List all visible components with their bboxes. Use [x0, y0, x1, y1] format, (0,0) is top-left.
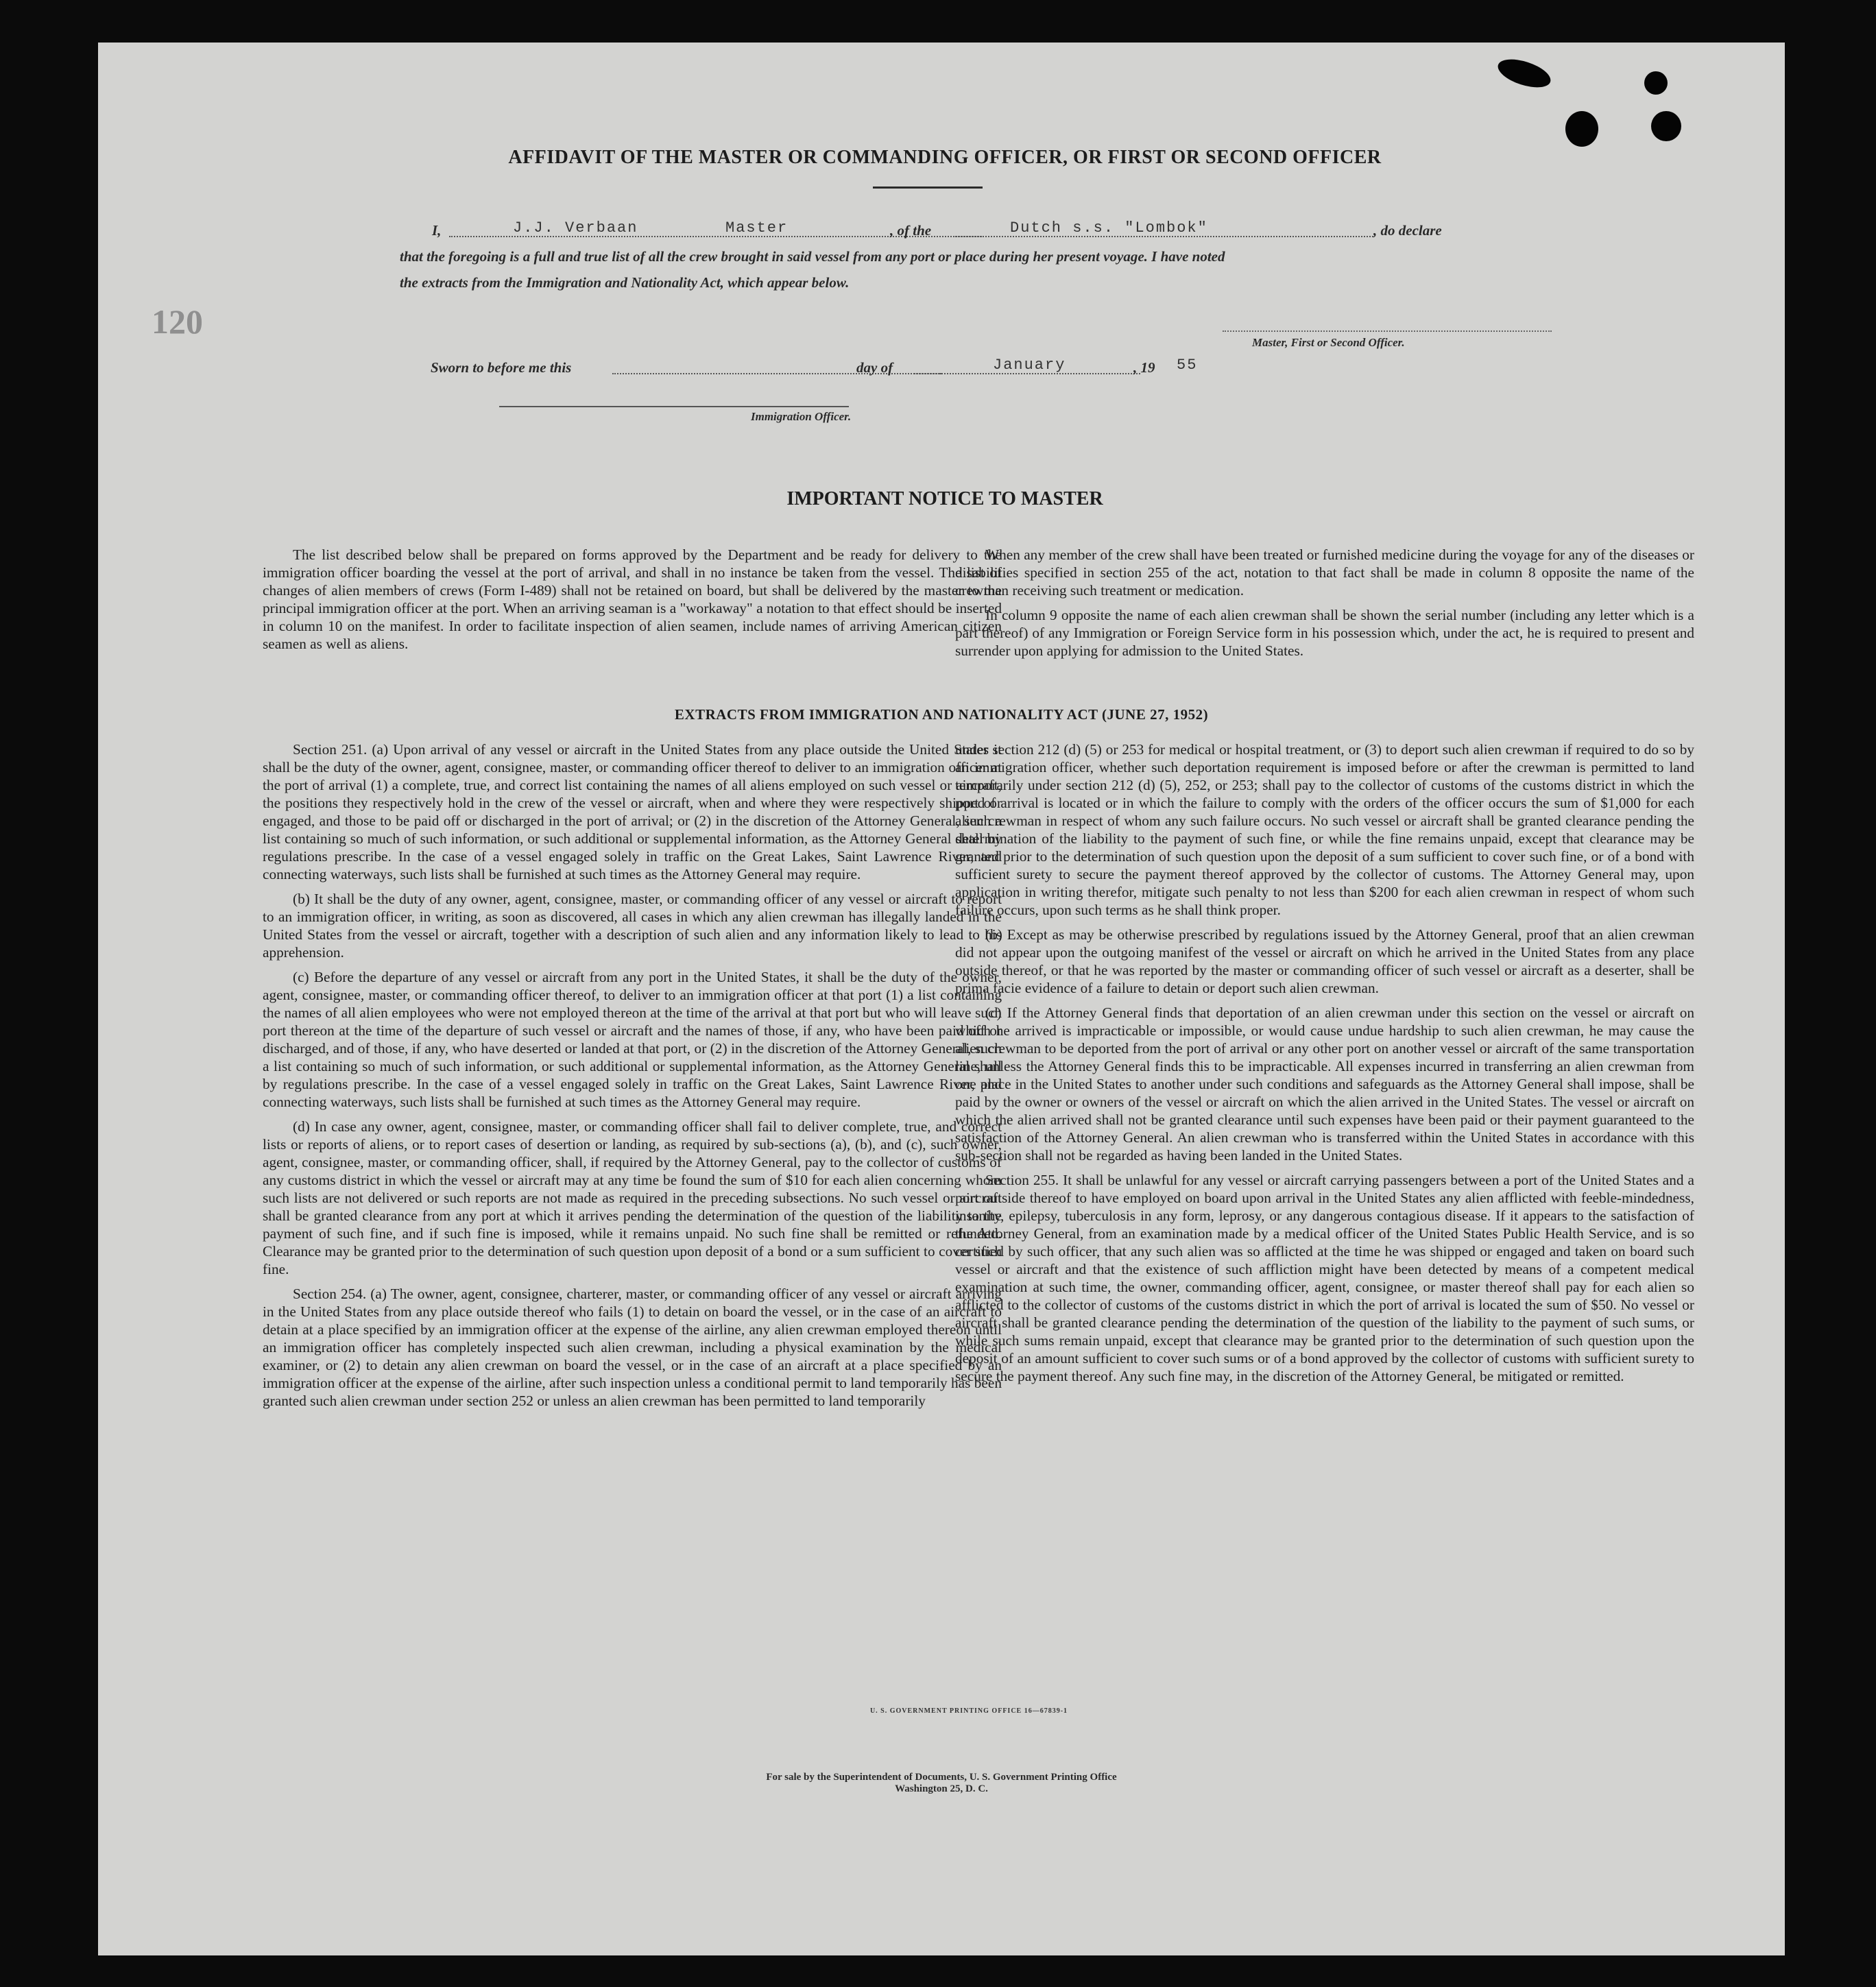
section-251-b: (b) It shall be the duty of any owner, agent, consignee, master, or commanding officer of any vessel or aircraft to report to an immigration officer, in writing, as soon as discovered, all cases in which any alien crewman has illegally landed in the United States from the vessel or aircraft, together with a description of such alien and any information likely to lead to his apprehension. — [263, 891, 1002, 961]
notice-right-column — [955, 546, 1694, 666]
signature-line — [1223, 330, 1552, 332]
notice-right-paragraph-1: When any member of the crew shall have been treated or furnished medicine during the voyage for any of the diseases or disabilities specified in section 255 of the act, notation to that fact shall be made in column 8 opposite the name of the crewman receiving such treatment or medication. — [955, 546, 1694, 599]
extracts-right-column — [955, 740, 1694, 1392]
master-name: J.J. Verbaan — [513, 219, 638, 237]
day-of-label: day of — [856, 359, 893, 376]
notice-right-paragraph-2: In column 9 opposite the name of each alien crewman shall be shown the serial number (including any letter which is a part thereof) of any Immigration or Foreign Service form in his possession which, under the act, he is required to present and surrender upon applying for admission to the United States. — [955, 607, 1694, 659]
of-the-label: , of the — [890, 222, 932, 239]
declaration-line-1: that the foregoing is a full and true list of all the crew brought in said vessel from any port or place during her present voyage. I have noted — [400, 248, 1225, 265]
notice-left-column — [263, 546, 1002, 660]
extracts-title: EXTRACTS FROM IMMIGRATION AND NATIONALITY ACT (JUNE 27, 1952) — [674, 706, 1209, 723]
section-254-b: (b) Except as may be otherwise prescribed by regulations issued by the Attorney General, proof that an alien crewman did not appear upon the outgoing manifest of the vessel or aircraft on which he arrived in the United States from any place outside thereof, or that he was reported by the master or commanding officer of such vessel or aircraft as a deserter, shall be prima facie evidence of a failure to detain or deport such alien crewman. — [955, 926, 1694, 996]
rank: Master — [725, 219, 789, 237]
sworn-month: January — [993, 357, 1066, 374]
year-prefix: , 19 — [1133, 359, 1155, 376]
ink-blot — [1651, 111, 1681, 141]
notice-title: IMPORTANT NOTICE TO MASTER — [786, 488, 1103, 509]
section-251-a: Section 251. (a) Upon arrival of any vessel or aircraft in the United States from any place outside the United States it shall be the duty of the owner, agent, consignee, master, or commanding officer thereof to deliver to an immigration officer at the port of arrival (1) a complete, true, and correct list containing the names of all aliens employed on such vessel or aircraft, the positions they respectively hold in the crew of the vessel or aircraft, when and where they were respectively shipped or engaged, and those to be paid off or discharged in the port of arrival; or (2) in the discretion of the Attorney General, such a list containing so much of such information, or such additional or supplemental information, as the Attorney General shall by regulations prescribe. In the case of a vessel engaged solely in traffic on the Great Lakes, Saint Lawrence River, and connecting waterways, such lists shall be furnished at such times as the Attorney General may require. — [263, 741, 1002, 882]
vessel-name: Dutch s.s. "Lombok" — [1010, 219, 1208, 237]
sale-notice — [701, 1772, 1181, 1795]
ink-blot — [1644, 71, 1668, 95]
printing-office-line: U. S. GOVERNMENT PRINTING OFFICE 16—67839-1 — [869, 1707, 1068, 1715]
sworn-label: Sworn to before me this — [431, 359, 572, 376]
sale-line-1: For sale by the Superintendent of Documents, U. S. Government Printing Office — [766, 1772, 1117, 1783]
section-255: Section 255. It shall be unlawful for any vessel or aircraft carrying passengers between a port of the United States and a port outside thereof to have employed on board upon arrival in the United States any alien afflicted with feeble-mindedness, insanity, epilepsy, tuberculosis in any form, leprosy, or any dangerous contagious disease. If it appears to the satisfaction of the Attorney General, from an examination made by a medical officer of the United States Public Health Service, and is so certified by such officer, that any such alien was so afflicted at the time he was shipped or engaged and taken on board such vessel or aircraft and that the existence of such affliction might have been detected by means of a competent medical examination at such time, the owner, commanding officer, agent, consignee, or master thereof shall pay for each alien so afflicted to the collector of customs of the customs district in which the port of arrival is located the sum of $50. No vessel or aircraft shall be granted clearance pending the determination of the question of the liability to the payment of such sums, or while such sums remain unpaid, except that clearance may be granted prior to the determination of such question upon the deposit of an amount sufficient to cover such sums or of a bond approved by the collector of customs with sufficient surety to secure the payment thereof. Any such fine may, in the discretion of the Attorney General, be mitigated or remitted. — [955, 1172, 1694, 1384]
extracts-left-column — [263, 740, 1002, 1417]
margin-number: 120 — [152, 302, 203, 341]
notice-left-paragraph: The list described below shall be prepared on forms approved by the Department and be ready for delivery to the immigration officer boarding the vessel at the port of arrival, and shall in no instance be taken from the vessel. The list of changes of alien members of crews (Form I-489) shall not be retained on board, but shall be delivered by the master to the principal immigration officer at the port. When an arriving seaman is a "workaway" a notation to that effect should be inserted in column 10 on the manifest. In order to facilitate inspection of alien seamen, include names of arriving American citizen seamen as well as aliens. — [263, 546, 1002, 652]
officer-signature-line — [499, 406, 849, 407]
ink-blot — [1495, 53, 1554, 93]
section-251-c: (c) Before the departure of any vessel or aircraft from any port in the United States, it shall be the duty of the owner, agent, consignee, master, or commanding officer thereof, to deliver to an immigration officer at that port (1) a list containing the names of all alien employees who were not employed thereon at the time of the arrival at that port but who will leave such port thereon at the time of the departure of such vessel or aircraft and the names of those, if any, who have been paid off or discharged, and of those, if any, who have deserted or landed at that port, or (2) in the discretion of the Attorney General, such a list containing so much of such information, or such additional or supplemental information, as the Attorney General shall by regulations prescribe. In the case of a vessel engaged solely in traffic on the Great Lakes, Saint Lawrence River, and connecting waterways, such lists shall be furnished at such times as the Attorney General may require. — [263, 969, 1002, 1110]
declaration-line-2: the extracts from the Immigration and Nationality Act, which appear below. — [400, 274, 850, 291]
affidavit-title: AFFIDAVIT OF THE MASTER OR COMMANDING OFFICER, OR FIRST OR SECOND OFFICER — [508, 147, 1382, 168]
document-sheet — [98, 43, 1785, 1955]
do-declare-label: , do declare — [1373, 222, 1442, 239]
title-rule — [873, 186, 983, 189]
section-254-c: (c) If the Attorney General finds that deportation of an alien crewman under this section on the vessel or aircraft on which he arrived is impracticable or impossible, or would cause undue hardship to such alien crewman, he may cause the alien crewman to be deported from the port of arrival or any other port on another vessel or aircraft of the same transportation line, unless the Attorney General finds this to be impracticable. All expenses incurred in transferring an alien crewman from one place in the United States to another under such conditions and safeguards as the Attorney General shall impose, shall be paid by the owner or owners of the vessel or aircraft on which the alien arrived in the United States. The vessel or aircraft on which the alien arrived shall not be granted clearance until such expenses have been paid or their payment guaranteed to the satisfaction of the Attorney General. An alien crewman who is transferred within the United States in accordance with this sub-section shall not be regarded as having been landed in the United States. — [955, 1004, 1694, 1164]
ink-blot — [1565, 111, 1598, 147]
i-label: I, — [432, 222, 442, 239]
section-254-a-continued: under section 212 (d) (5) or 253 for medical or hospital treatment, or (3) to deport such alien crewman if required to do so by an immigration officer, whether such deportation requirement is imposed before or after the crewman is permitted to land temporarily under section 212 (d) (5), 252, or 253; shall pay to the collector of customs of the customs district in which the port of arrival is located or in which the failure to comply with the orders of the officer occurs the sum of $1,000 for each alien crewman in respect of whom any such failure occurs. No such vessel or aircraft shall be granted clearance pending the determination of the liability to the payment of such fine, or while the fine remains unpaid, except that clearance may be granted prior to the determination of such question upon the deposit of a sum sufficient to cover such fine, or of a bond with sufficient surety to secure the payment thereof approved by the collector of customs. The Attorney General may, upon application in writing therefor, mitigate such penalty to not less than $200 for each alien crewman in respect of whom such failure occurs, upon such terms as he shall think proper. — [955, 741, 1694, 918]
sale-line-2: Washington 25, D. C. — [895, 1783, 988, 1794]
officer-caption: Immigration Officer. — [751, 410, 852, 423]
signature-caption: Master, First or Second Officer. — [1252, 336, 1405, 349]
sworn-year: 55 — [1177, 357, 1198, 374]
section-251-d: (d) In case any owner, agent, consignee, master, or commanding officer shall fail to deliver complete, true, and correct lists or reports of aliens, or to report cases of desertion or landing, as required by sub-sections (a), (b), and (c), such owner, agent, consignee, master, or commanding officer, shall, if required by the Attorney General, pay to the collector of customs of any customs district in which the vessel or aircraft may at any time be found the sum of $10 for each alien concerning whom such lists are not delivered or such reports are not made as required in the preceding subsections. No such vessel or aircraft shall be granted clearance from any port at which it arrives pending the determination of the question of the liability to the payment of such fine, and if such fine is imposed, while it remains unpaid. No such fine shall be remitted or refunded. Clearance may be granted prior to the determination of such question upon deposit of a bond or a sum sufficient to cover such fine. — [263, 1118, 1002, 1277]
section-254-a: Section 254. (a) The owner, agent, consignee, charterer, master, or commanding officer of any vessel or aircraft arriving in the United States from any place outside thereof who fails (1) to detain on board the vessel, or in the case of an aircraft to detain at a place specified by an immigration officer at the expense of the airline, any alien crewman employed thereon until an immigration officer has completely inspected such alien crewman, including a physical examination by the medical examiner, or (2) to detain any alien crewman on board the vessel, or in the case of an aircraft at a place specified by an immigration officer at the expense of the airline, after such inspection unless a conditional permit to land temporarily has been granted such alien crewman under section 252 or unless an alien crewman has been permitted to land temporarily — [263, 1286, 1002, 1409]
